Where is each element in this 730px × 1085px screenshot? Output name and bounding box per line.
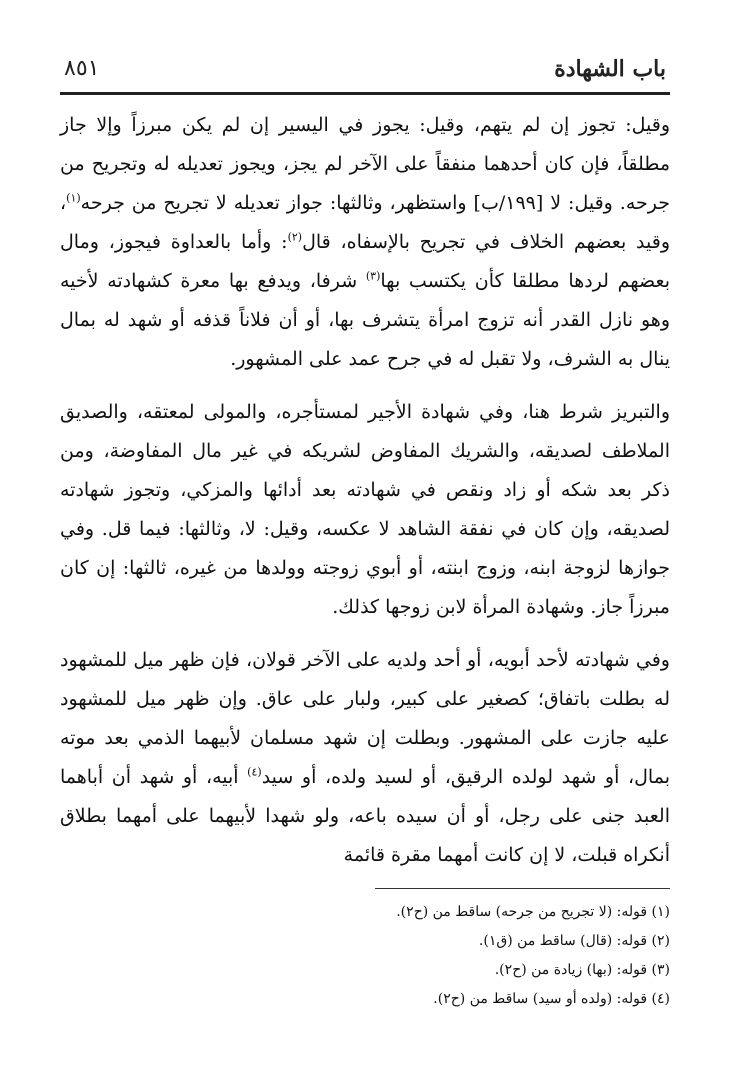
header-rule — [60, 92, 670, 95]
footnote-ref-1: (١) — [66, 191, 81, 205]
footnote-ref-4: (٤) — [247, 765, 262, 779]
paragraph-3-part-2: أبيه، أو شهد أن أباهما العبد جنى على رجل، أو أن سيده باعه، ولو شهدا لأبيهما على أمهما بطلاق أنكراه قبلت، لا إن كانت أمهما مقرة قائمة — [60, 766, 670, 866]
paragraph-2: والتبريز شرط هنا، وفي شهادة الأجير لمستأجره، والمولى لمعتقه، والصديق الملاطف لصديقه، والشريك المفاوض لشريكه في غير مال المفاوضة، ومن ذكر بعد شكه أو زاد ونقص في شهادته بعد أدائها والمزكي، وتجوز شهادته لصديقه، وإن كان في نفقة الشاهد لا عكسه، وقيل: لا، وثالثها: فيما قل. وفي جوازها لزوجة ابنه، وزوج ابنته، أو أبوي زوجته وولدها من غيره، ثالثها: إن كان مبرزاً جاز. وشهادة المرأة لابن زوجها كذلك. — [60, 401, 670, 618]
footnote-3: (٣) قوله: (بها) زيادة من (ح٢). — [494, 962, 670, 978]
chapter-title: باب الشهادة — [554, 56, 666, 82]
footnote-ref-2: (٢) — [287, 230, 303, 244]
footnote-1: (١) قوله: (لا تجريح من جرحه) ساقط من (ح٢). — [396, 904, 670, 920]
footnote-2: (٢) قوله: (قال) ساقط من (ق١). — [478, 933, 670, 949]
footnote-ref-3: (٣) — [365, 269, 381, 283]
footnotes — [60, 898, 670, 1014]
paragraph-1-part-3: : وأما بالعداوة فيجوز، ومال بعضهم لردها مطلقا كأن يكتسب بها — [60, 231, 670, 292]
footnote-separator — [375, 888, 670, 889]
paragraph-1-part-4: شرفا، ويدفع بها معرة كشهادته لأخيه وهو نازل القدر أنه تزوج امرأة يتشرف بها، أو أن فلاناً قذفه أو شهد له بمال ينال به الشرف، ولا تقبل له في جرح عمد على المشهور. — [60, 270, 670, 370]
footnote-4: (٤) قوله: (ولده أو سيد) ساقط من (ح٢). — [433, 991, 670, 1007]
page-header — [60, 52, 670, 88]
paragraph-1 — [60, 106, 670, 379]
paragraph-3-part-1: وفي شهادته لأحد أبويه، أو أحد ولديه على الآخر قولان، فإن ظهر ميل للمشهود له بطلت باتفاق؛ كصغير على كبير، ولبار على عاق. وإن ظهر ميل للمشهود عليه جازت على المشهور. وبطلت إن شهد مسلمان لأبيهما الذمي بعد موته بمال، أو شهد لولده الرقيق، أو لسيد ولده، أو سيد — [60, 649, 670, 788]
paragraph-1-part-2: ، وقيد بعضهم الخلاف في تجريح بالإسفاه، قال — [60, 192, 671, 253]
paragraph-1-part-1: وقيل: تجوز إن لم يتهم، وقيل: يجوز في اليسير إن لم يكن مبرزاً وإلا جاز مطلقاً، فإن كان أحدهما منفقاً على الآخر لم يجز، ويجوز تعديله له وتجريح من جرحه. وقيل: لا [١٩٩/ب] واستظهر، وثالثها: جواز تعديله لا تجريح من جرحه — [60, 114, 671, 214]
paragraph-3 — [60, 641, 670, 875]
page-number: ٨٥١ — [64, 56, 100, 81]
main-text — [60, 106, 670, 875]
